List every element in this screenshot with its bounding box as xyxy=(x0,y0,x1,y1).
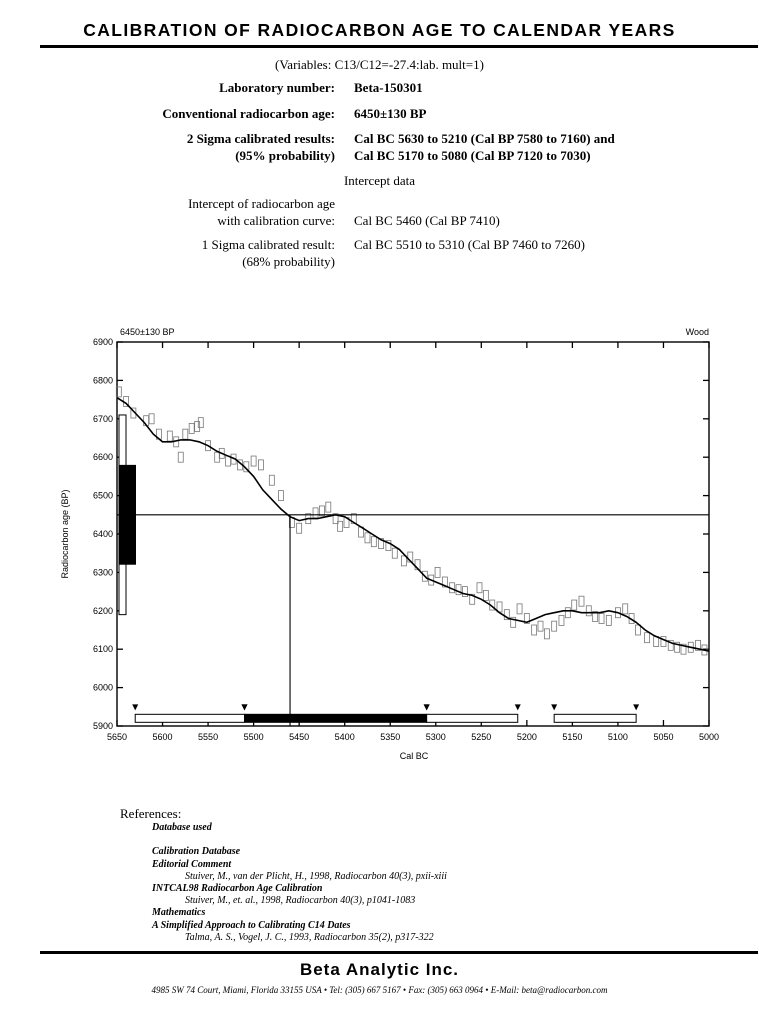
reference-line: Stuiver, M., van der Plicht, H., 1998, Radiocarbon 40(3), pxii-xiii xyxy=(185,870,447,882)
footer-rule xyxy=(40,951,758,954)
sigma1-label: 1 Sigma calibrated result: xyxy=(201,237,335,252)
y-tick-label: 6500 xyxy=(92,490,113,501)
decade-point xyxy=(183,429,188,439)
range-marker xyxy=(242,704,248,710)
sigma2-range-box xyxy=(427,714,518,722)
x-tick-label: 5350 xyxy=(380,732,401,742)
sigma2-range-box xyxy=(554,714,636,722)
decade-point xyxy=(579,596,584,606)
x-tick-label: 5400 xyxy=(334,732,355,742)
variables-line: (Variables: C13/C12=-27.4:lab. mult=1) xyxy=(275,57,484,72)
decade-point xyxy=(392,548,397,558)
y-tick-label: 6800 xyxy=(92,375,113,386)
sigma1-range-box xyxy=(245,714,427,722)
decade-point xyxy=(258,460,263,470)
sigma2-label: 2 Sigma calibrated results: xyxy=(186,131,335,146)
references-block xyxy=(120,806,181,822)
decade-point xyxy=(606,615,611,625)
x-tick-label: 5050 xyxy=(653,732,674,742)
decade-point xyxy=(149,414,154,424)
y-tick-label: 6600 xyxy=(92,452,113,463)
x-tick-label: 5000 xyxy=(698,732,720,742)
x-tick-label: 5500 xyxy=(243,732,264,742)
plot-frame xyxy=(117,342,709,726)
intercept-label: Intercept of radiocarbon age xyxy=(188,196,335,211)
y-tick-label: 6900 xyxy=(92,337,113,347)
chart-title-right: Wood xyxy=(685,327,709,337)
decade-point xyxy=(462,587,467,597)
reference-line: INTCAL98 Radiocarbon Age Calibration xyxy=(152,883,323,894)
decade-point xyxy=(559,615,564,625)
x-axis-label: Cal BC xyxy=(399,751,429,761)
decade-point xyxy=(401,556,406,566)
decade-point xyxy=(623,604,628,614)
x-tick-label: 5300 xyxy=(425,732,446,742)
references-heading: References: xyxy=(120,806,182,821)
x-tick-label: 5650 xyxy=(106,732,128,742)
range-marker xyxy=(551,704,557,710)
x-tick-label: 5150 xyxy=(562,732,583,742)
range-marker xyxy=(424,704,430,710)
x-tick-label: 5550 xyxy=(198,732,219,742)
page-title: CALIBRATION OF RADIOCARBON AGE TO CALENDAR YEARS xyxy=(83,20,676,40)
decade-point xyxy=(269,475,274,485)
lab-number-label: Laboratory number: xyxy=(219,80,335,95)
decade-point xyxy=(195,421,200,431)
y-tick-label: 6100 xyxy=(92,644,113,655)
sigma2-probability: (95% probability) xyxy=(235,148,335,163)
company-name: Beta Analytic Inc. xyxy=(299,960,460,979)
decade-point xyxy=(365,533,370,543)
sigma1-age-bar xyxy=(119,465,136,565)
conventional-age-label: Conventional radiocarbon age: xyxy=(162,106,335,121)
decade-point xyxy=(198,418,203,428)
decade-point xyxy=(532,625,537,635)
chart-title-left: 6450±130 BP xyxy=(120,327,175,337)
decade-point xyxy=(189,423,194,433)
y-tick-label: 6400 xyxy=(92,529,113,539)
decade-point xyxy=(538,621,543,631)
reference-line: Mathematics xyxy=(152,907,206,919)
x-tick-label: 5450 xyxy=(289,732,310,742)
sigma2-range-box xyxy=(135,714,244,722)
sigma2-value: Cal BC 5630 to 5210 (Cal BP 7580 to 7160) and xyxy=(354,131,615,146)
sigma1-value: Cal BC 5510 to 5310 (Cal BP 7460 to 7260) xyxy=(354,237,585,252)
decade-point xyxy=(599,613,604,623)
y-tick-label: 6300 xyxy=(92,567,113,578)
lab-number-value: Beta-150301 xyxy=(354,80,423,95)
decade-point xyxy=(278,491,283,501)
company-address: 4985 SW 74 Court, Miami, Florida 33155 USA • Tel: (305) 667 5167 • Fax: (305) 663 0964 • E-Mail: beta@radiocarbon.com xyxy=(151,985,608,995)
decade-point xyxy=(297,523,302,533)
y-axis-label: Radiocarbon age (BP) xyxy=(60,489,70,579)
range-marker xyxy=(633,704,639,710)
x-tick-label: 5100 xyxy=(607,732,628,742)
intercept-heading: Intercept data xyxy=(343,173,416,188)
x-tick-label: 5600 xyxy=(152,732,173,742)
intercept-label-2: with calibration curve: xyxy=(217,213,335,228)
decade-point xyxy=(477,583,482,593)
conventional-age-value: 6450±130 BP xyxy=(354,106,427,121)
decade-point xyxy=(586,606,591,616)
decade-point xyxy=(645,633,650,643)
decade-point xyxy=(178,452,183,462)
x-tick-label: 5250 xyxy=(471,732,492,742)
decade-point xyxy=(435,567,440,577)
decade-point xyxy=(251,456,256,466)
y-tick-label: 6000 xyxy=(92,682,113,693)
intercept-value: Cal BC 5460 (Cal BP 7410) xyxy=(354,213,500,228)
y-tick-label: 5900 xyxy=(92,721,113,731)
reference-line: A Simplified Approach to Calibrating C14 Dates xyxy=(152,919,351,931)
decade-point xyxy=(483,590,488,600)
decade-point xyxy=(572,600,577,610)
decade-point xyxy=(635,625,640,635)
reference-line: Stuiver, M., et. al., 1998, Radiocarbon 40(3), p1041-1083 xyxy=(185,895,416,907)
reference-line: Editorial Comment xyxy=(152,858,232,870)
decade-point xyxy=(517,604,522,614)
title-rule xyxy=(40,45,758,48)
decade-point xyxy=(544,629,549,639)
decade-point xyxy=(552,621,557,631)
decade-point xyxy=(371,537,376,547)
sigma1-probability: (68% probability) xyxy=(242,254,335,269)
reference-line: Database used xyxy=(152,822,212,833)
calibration-chart xyxy=(0,322,759,762)
range-marker xyxy=(132,704,138,710)
decade-point xyxy=(565,608,570,618)
y-tick-label: 6700 xyxy=(92,413,113,424)
x-tick-label: 5200 xyxy=(516,732,537,742)
sigma2-value-2: Cal BC 5170 to 5080 (Cal BP 7120 to 7030) xyxy=(354,148,591,163)
calibration-curve xyxy=(117,398,709,651)
decade-point xyxy=(326,502,331,512)
reference-line: Talma, A. S., Vogel, J. C., 1993, Radiocarbon 35(2), p317-322 xyxy=(185,931,434,943)
y-tick-label: 6200 xyxy=(92,605,113,616)
decade-point xyxy=(167,431,172,441)
reference-line: Calibration Database xyxy=(152,846,241,858)
range-marker xyxy=(515,704,521,710)
decade-point xyxy=(313,508,318,518)
